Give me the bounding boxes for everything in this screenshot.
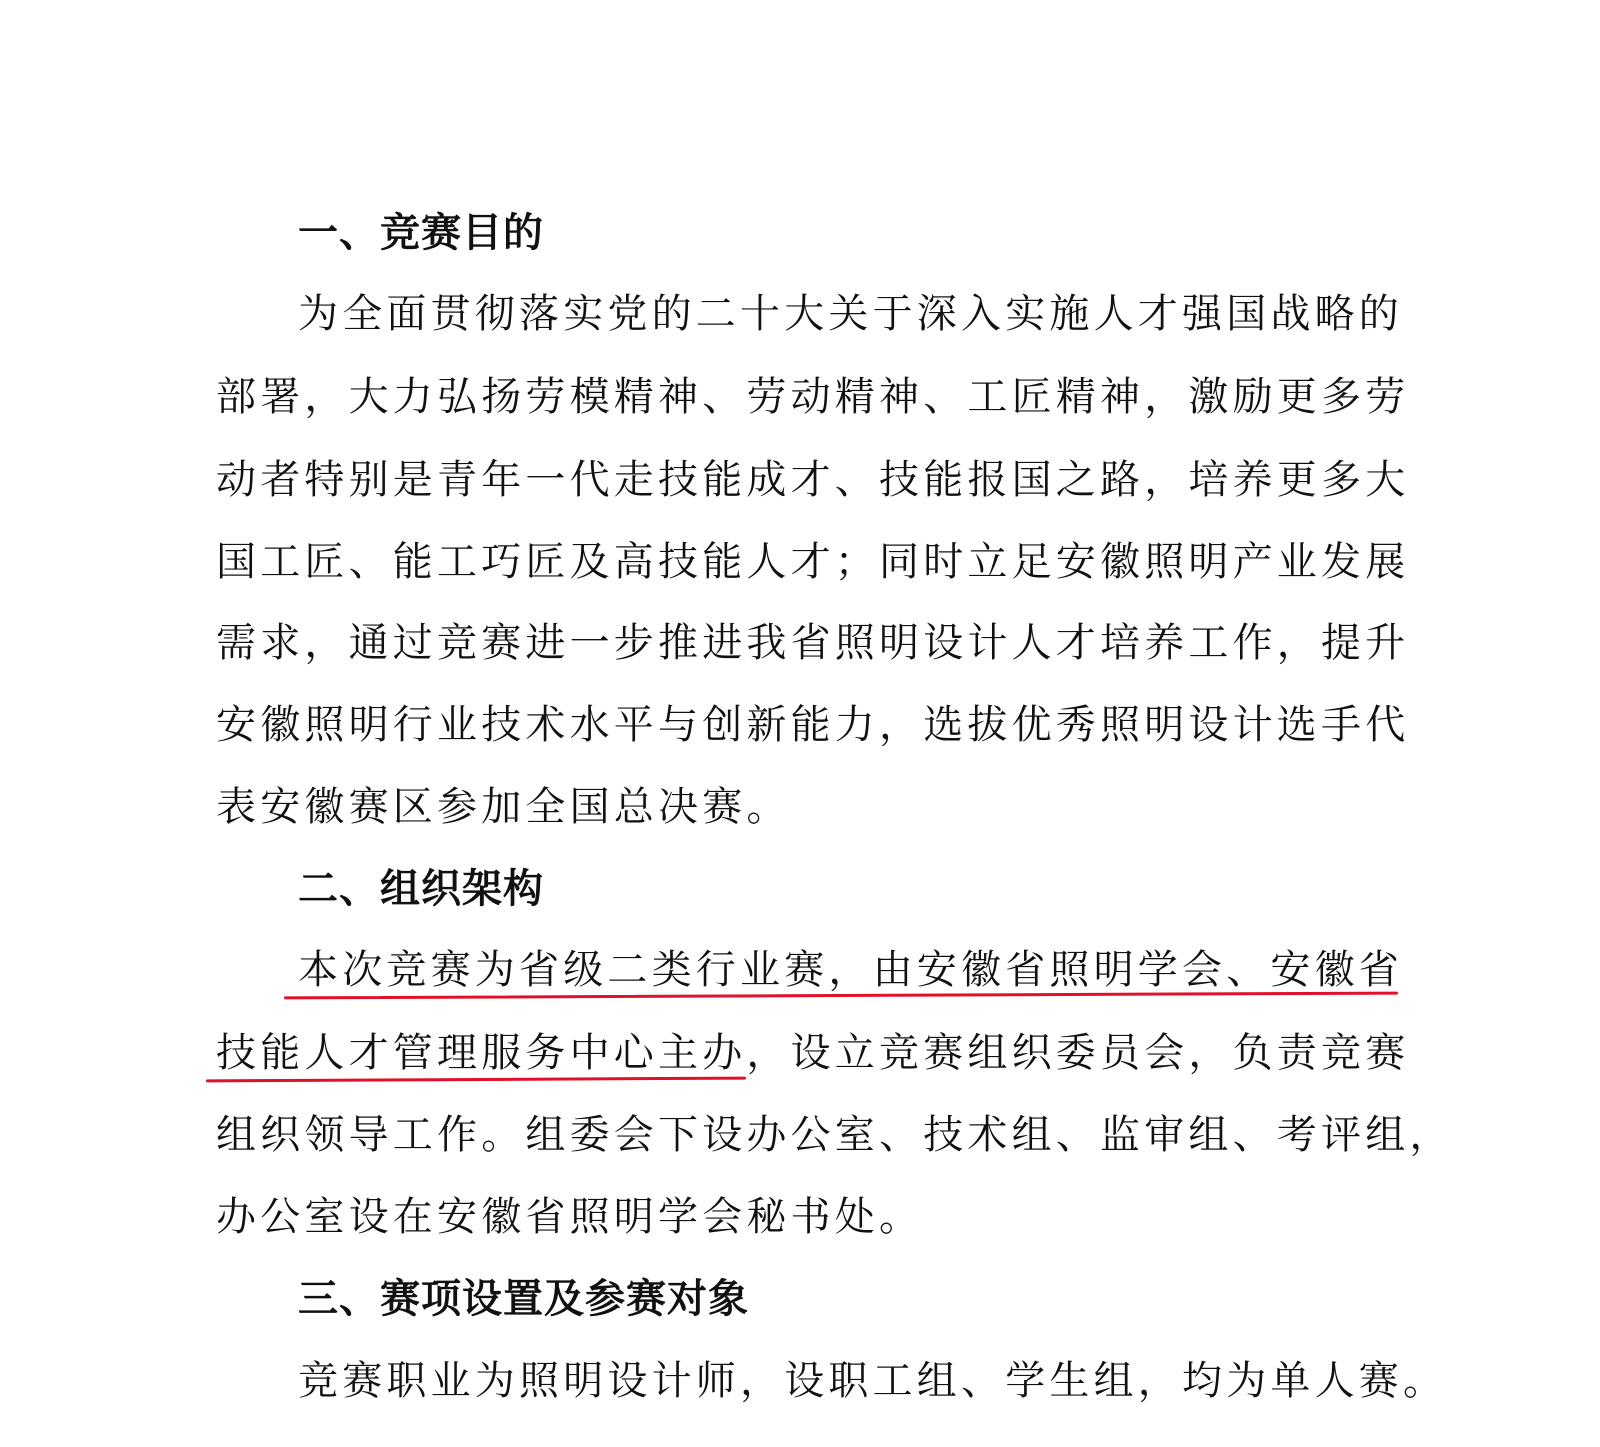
paragraph-line: 动者特别是青年一代走技能成才、技能报国之路，培养更多大	[216, 457, 1410, 503]
paragraph-line: 国工匠、能工巧匠及高技能人才；同时立足安徽照明产业发展	[216, 539, 1410, 585]
section-heading-events: 三、赛项设置及参赛对象	[298, 1276, 749, 1322]
section-heading-organization: 二、组织架构	[298, 866, 544, 912]
paragraph-line: 为全面贯彻落实党的二十大关于深入实施人才强国战略的	[298, 291, 1403, 337]
paragraph-line: 本次竞赛为省级二类行业赛，由安徽省照明学会、安徽省	[298, 947, 1403, 993]
paragraph-line: 表安徽赛区参加全国总决赛。	[216, 784, 791, 830]
paragraph-line: 安徽照明行业技术水平与创新能力，选拔优秀照明设计选手代	[216, 702, 1410, 748]
paragraph-line: 组织领导工作。组委会下设办公室、技术组、监审组、考评组，	[216, 1112, 1454, 1158]
paragraph-line: 部署，大力弘扬劳模精神、劳动精神、工匠精神，激励更多劳	[216, 374, 1410, 420]
paragraph-line: 竞赛职业为照明设计师，设职工组、学生组，均为单人赛。	[298, 1358, 1448, 1404]
section-heading-purpose: 一、竞赛目的	[298, 210, 544, 256]
paragraph-line: 需求，通过竞赛进一步推进我省照明设计人才培养工作，提升	[216, 620, 1410, 666]
paragraph-line: 技能人才管理服务中心主办，设立竞赛组织委员会，负责竞赛	[216, 1030, 1410, 1076]
paragraph-line: 办公室设在安徽省照明学会秘书处。	[216, 1194, 924, 1240]
